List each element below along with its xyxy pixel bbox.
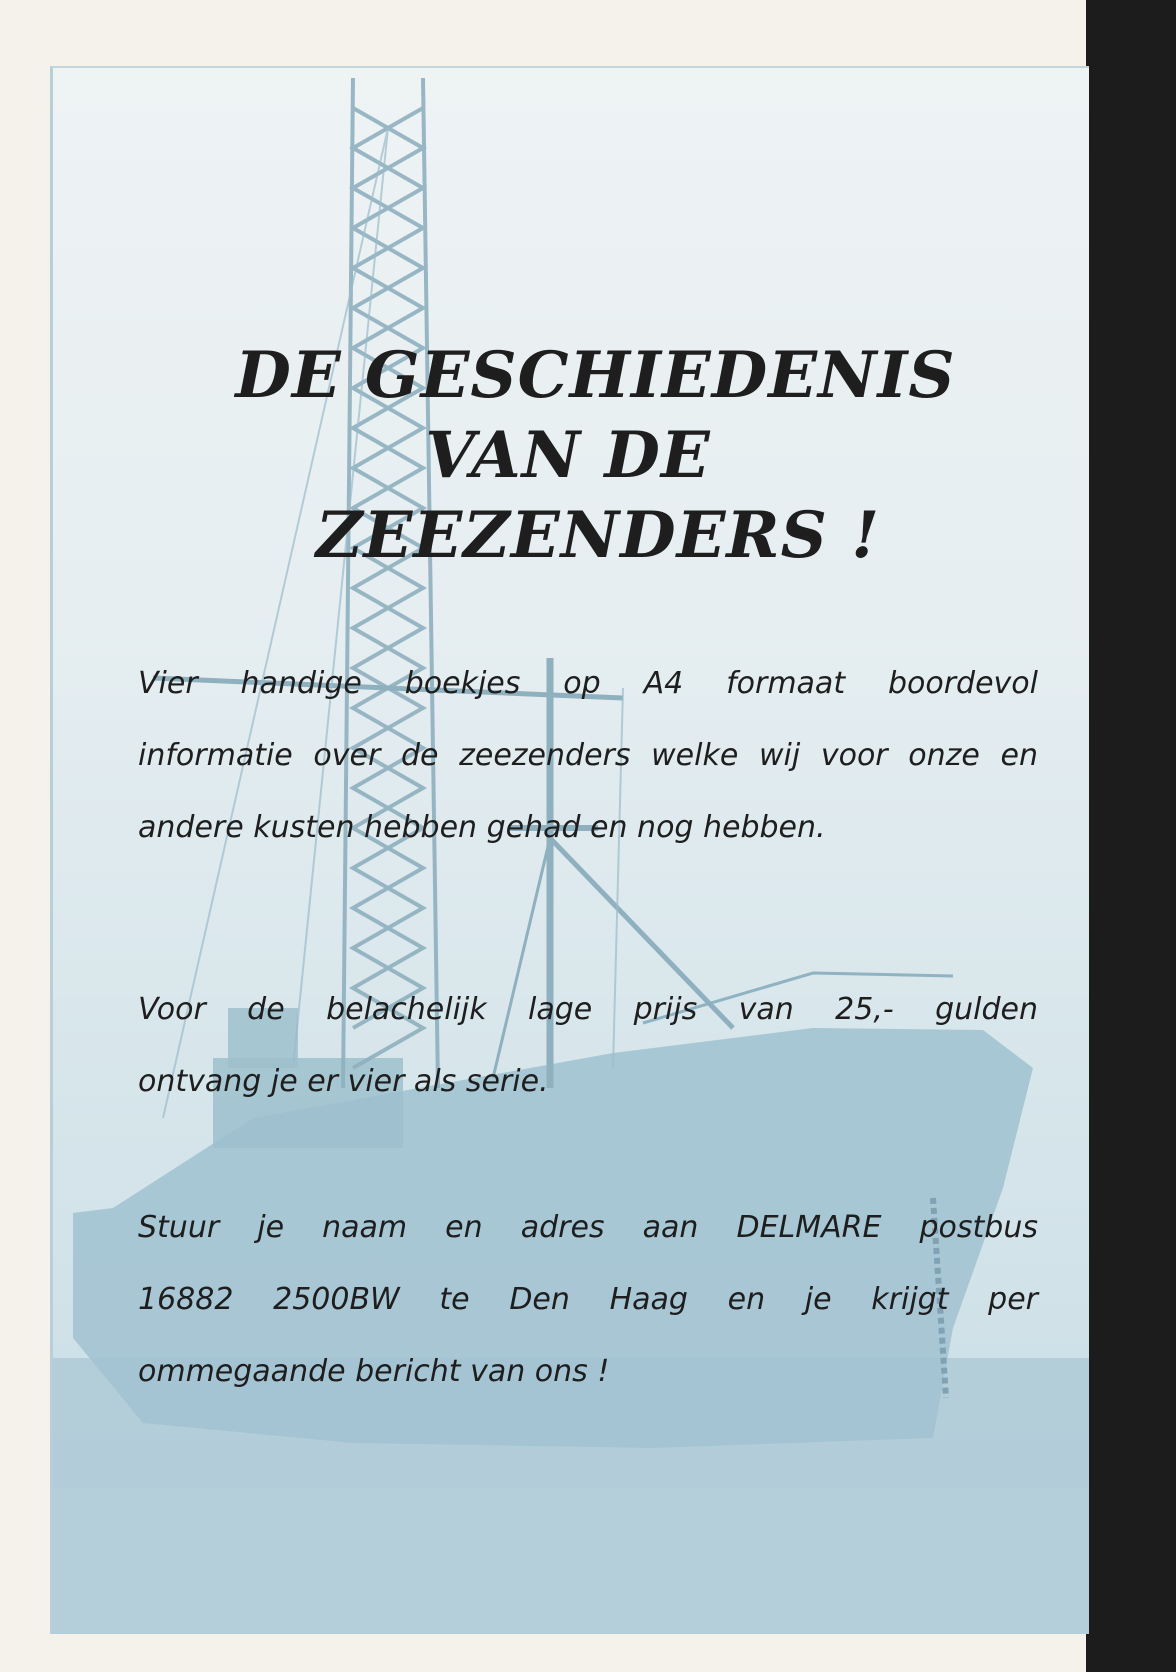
headline	[50, 336, 1086, 576]
paragraph-price	[138, 974, 1038, 1118]
binding-strip	[1086, 0, 1176, 1672]
paragraph-2-line-2: ontvang je er vier als serie.	[138, 1064, 549, 1099]
headline-line-2: VAN DE	[425, 418, 711, 493]
paragraph-3-line-2: 16882 2500BW te Den Haag en je krijgt per	[138, 1282, 1038, 1317]
paragraph-1-line-1: Vier handige boekjes op A4 formaat boordevol	[138, 666, 1038, 701]
paragraph-1-line-3: andere kusten hebben gehad en nog hebben.	[138, 810, 826, 845]
headline-line-3: ZEEZENDERS !	[315, 498, 881, 573]
paragraph-1-line-2: informatie over de zeezenders welke wij voor onze en	[138, 738, 1038, 773]
paragraph-3-line-3: ommegaande bericht van ons !	[138, 1354, 610, 1389]
paragraph-description	[138, 648, 1038, 864]
paragraph-2-line-1: Voor de belachelijk lage prijs van 25,- gulden	[138, 992, 1038, 1027]
headline-line-1: DE GESCHIEDENIS	[235, 338, 956, 413]
paragraph-3-line-1: Stuur je naam en adres aan DELMARE postbus	[138, 1210, 1038, 1245]
paragraph-order-address	[138, 1192, 1038, 1408]
advertisement-text	[50, 66, 1086, 1632]
